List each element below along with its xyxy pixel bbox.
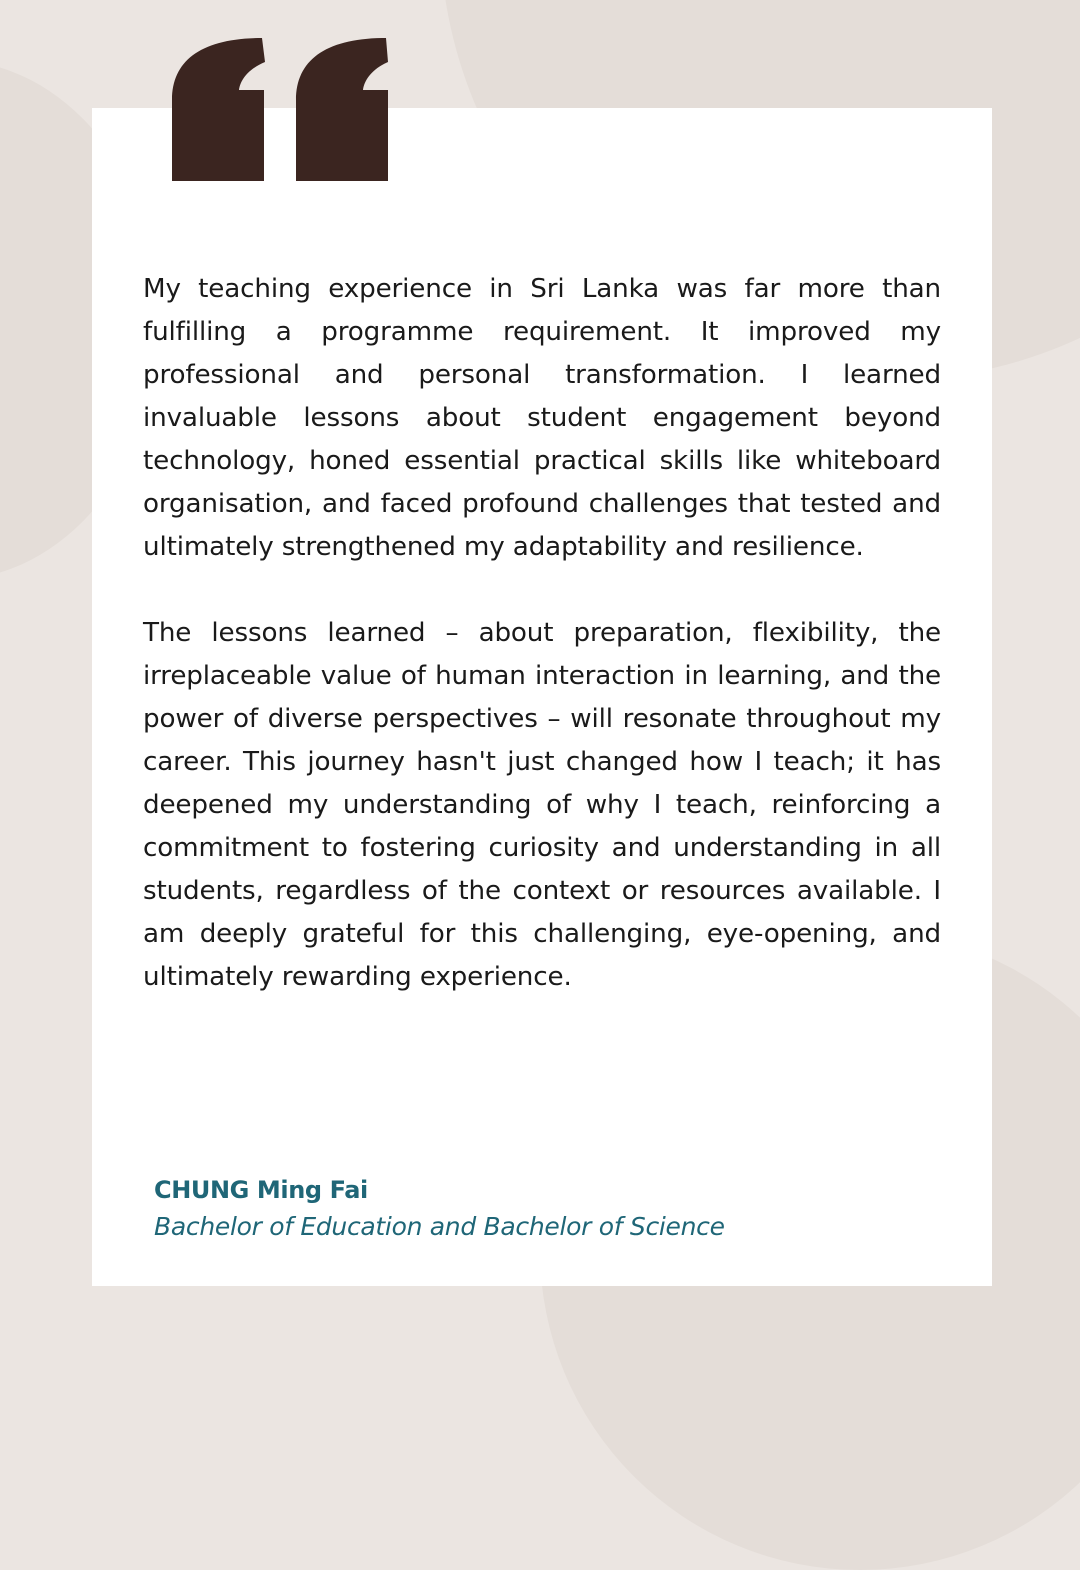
testimonial-paragraph: The lessons learned – about preparation, flexibility, the irreplaceable value of human interaction in learning, and the power of diverse perspectives – will resonate throughout my career. This journey hasn't just changed how I teach; it has deepened my understanding of why I teach, reinforcing a commitment to fostering curiosity and understanding in all students, regardless of the context or resources available. I am deeply grateful for this challenging, eye-opening, and ultimately rewarding experience. [143,618,941,992]
author-block [154,1172,725,1246]
testimonial-paragraph: My teaching experience in Sri Lanka was far more than fulfilling a programme requirement. It improved my professional and personal transformation. I learned invaluable lessons about student engagement beyond technology, honed essential practical skills like whiteboard organisation, and faced profound challenges that tested and ultimately strengthened my adaptability and resilience. [143,274,941,562]
opening-quote-icon [172,38,388,181]
author-name: CHUNG Ming Fai [154,1176,368,1204]
author-programme: Bachelor of Education and Bachelor of Science [154,1212,725,1241]
testimonial-text [143,268,941,999]
